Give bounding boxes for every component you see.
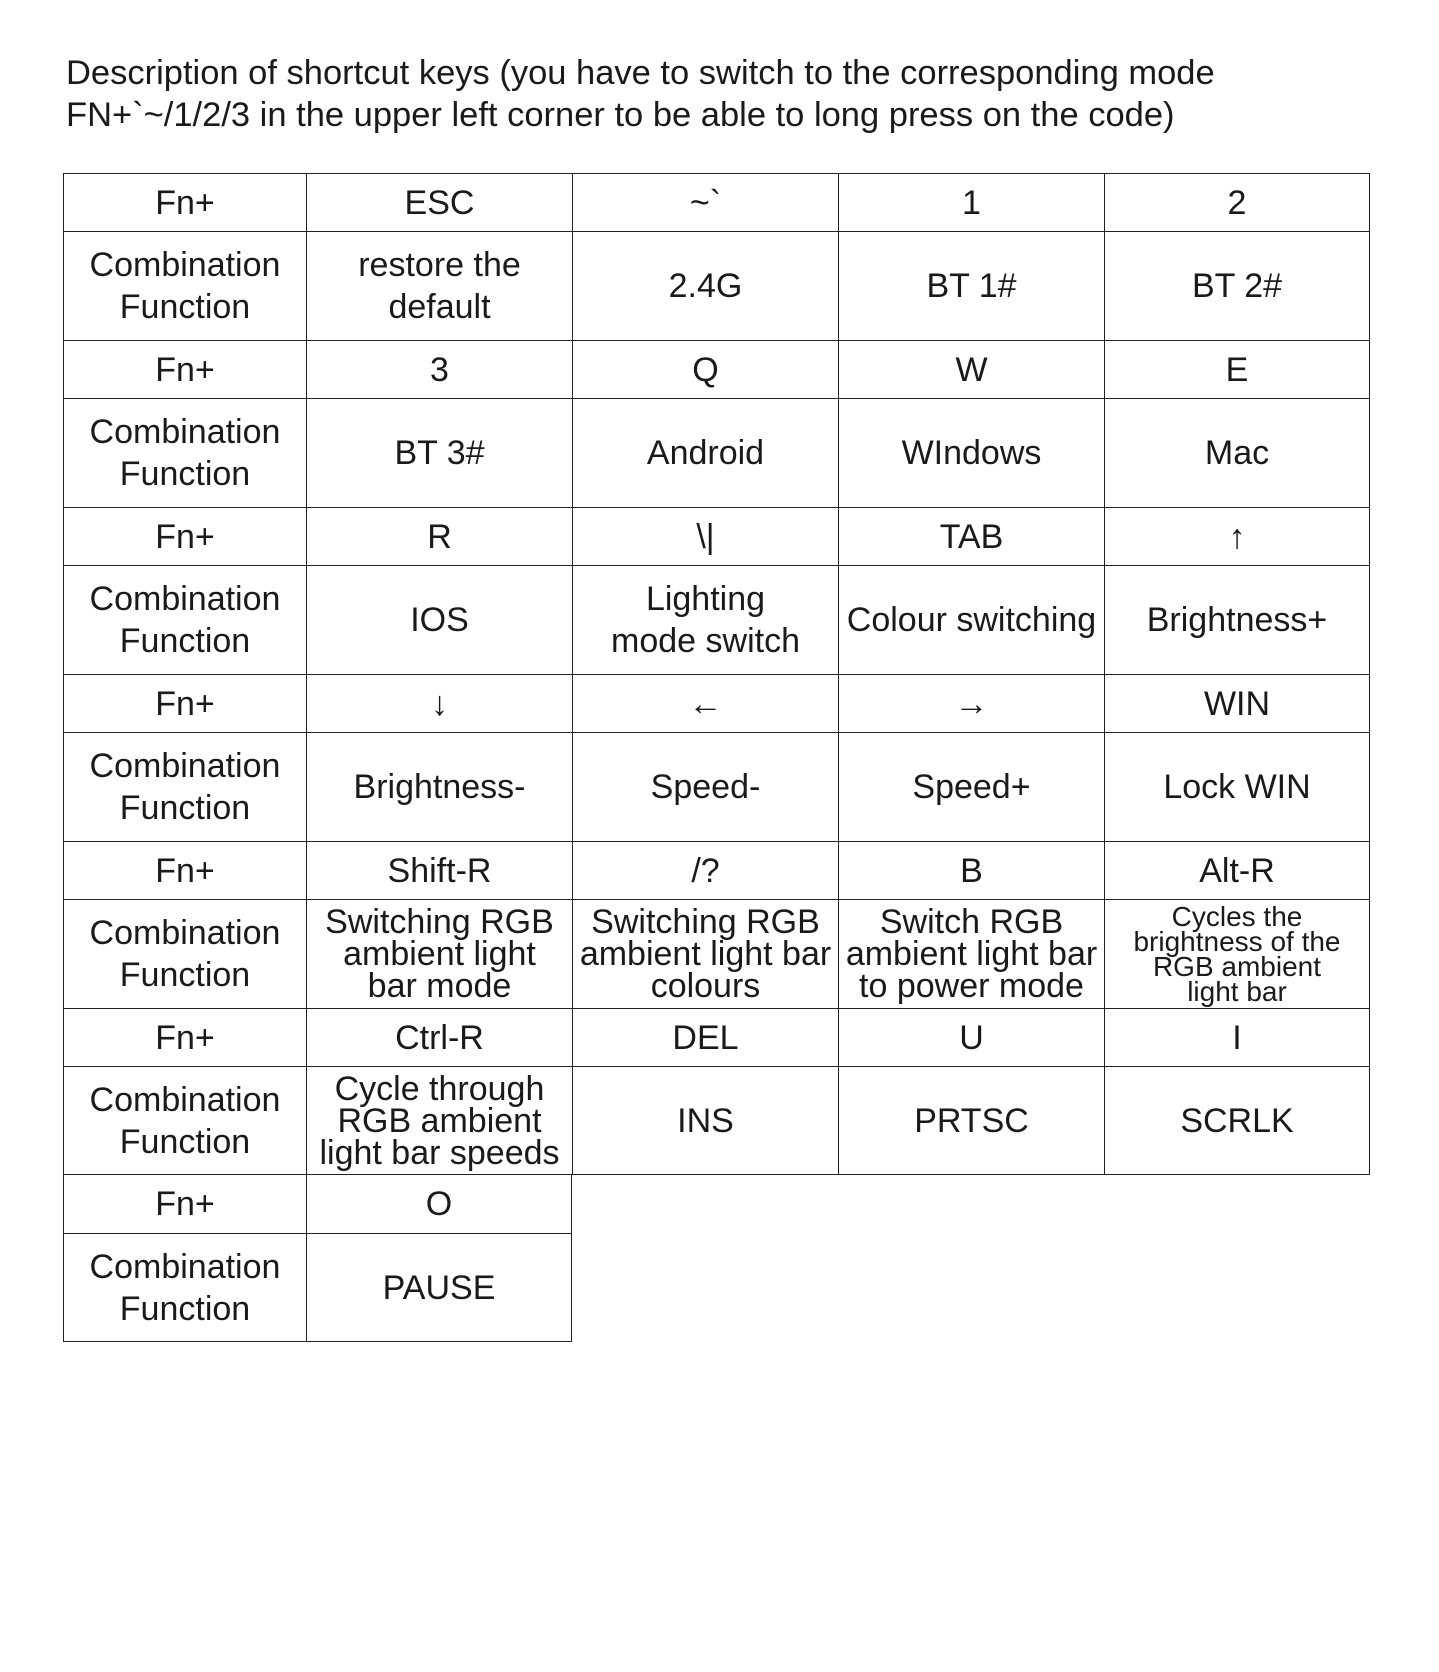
table-row: [63, 231, 1370, 340]
table-cell: Alt-R: [1104, 841, 1370, 899]
table-cell: →: [838, 674, 1104, 732]
table-cell: PRTSC: [838, 1066, 1104, 1175]
table-cell: Fn+: [63, 340, 306, 398]
table-cell: Speed+: [838, 732, 1104, 841]
table-cell: ←: [572, 674, 838, 732]
table-cell: BT 3#: [306, 398, 572, 507]
table-cell: Lighting mode switch: [572, 565, 838, 674]
table-cell: Switching RGB ambient light bar colours: [572, 899, 838, 1008]
table-cell: Lock WIN: [1104, 732, 1370, 841]
table-row: [63, 674, 1370, 732]
table-cell: 2: [1104, 173, 1370, 231]
table-cell: 2.4G: [572, 231, 838, 340]
table-row: [63, 1175, 1370, 1233]
table-row: [63, 340, 1370, 398]
table-row: [63, 899, 1370, 1008]
table-cell: Cycles the brightness of the RGB ambient light bar: [1104, 899, 1370, 1008]
table-row: [63, 732, 1370, 841]
table-row: [63, 1233, 1370, 1342]
table-cell: Combination Function: [63, 1066, 306, 1175]
table-row: [63, 565, 1370, 674]
table-cell: Combination Function: [63, 398, 306, 507]
table-cell: Combination Function: [63, 1233, 306, 1342]
table-cell: Cycle through RGB ambient light bar speeds: [306, 1066, 572, 1175]
table-cell: Fn+: [63, 173, 306, 231]
table-cell: SCRLK: [1104, 1066, 1370, 1175]
table-cell: /?: [572, 841, 838, 899]
table-cell: Q: [572, 340, 838, 398]
table-cell: Speed-: [572, 732, 838, 841]
table-cell: Fn+: [63, 1175, 306, 1233]
table-cell: ~`: [572, 173, 838, 231]
table-row: [63, 507, 1370, 565]
table-cell: I: [1104, 1008, 1370, 1066]
intro-text: [66, 52, 1386, 136]
table-cell: Brightness+: [1104, 565, 1370, 674]
table-cell: restore the default: [306, 231, 572, 340]
table-cell: BT 1#: [838, 231, 1104, 340]
table-cell: Shift-R: [306, 841, 572, 899]
table-cell: E: [1104, 340, 1370, 398]
table-cell: \|: [572, 507, 838, 565]
table-cell: Mac: [1104, 398, 1370, 507]
table-cell: TAB: [838, 507, 1104, 565]
table-row: [63, 398, 1370, 507]
table-row: [63, 841, 1370, 899]
table-cell: Fn+: [63, 507, 306, 565]
table-cell: Fn+: [63, 674, 306, 732]
table-cell: Android: [572, 398, 838, 507]
table-cell: Combination Function: [63, 899, 306, 1008]
table-cell: INS: [572, 1066, 838, 1175]
table-cell: Fn+: [63, 1008, 306, 1066]
table-cell: DEL: [572, 1008, 838, 1066]
table-cell: Brightness-: [306, 732, 572, 841]
table-cell: WIN: [1104, 674, 1370, 732]
table-cell: O: [306, 1175, 572, 1233]
table-cell: ESC: [306, 173, 572, 231]
table-cell: Combination Function: [63, 565, 306, 674]
intro-line-1: Description of shortcut keys (you have to switch to the corresponding mode: [66, 54, 1215, 92]
table-row: [63, 1066, 1370, 1175]
table-cell: R: [306, 507, 572, 565]
table-cell: Colour switching: [838, 565, 1104, 674]
table-cell: Ctrl-R: [306, 1008, 572, 1066]
table-cell: ↑: [1104, 507, 1370, 565]
table-cell: Combination Function: [63, 231, 306, 340]
table-cell: Combination Function: [63, 732, 306, 841]
table-cell: Switch RGB ambient light bar to power mode: [838, 899, 1104, 1008]
shortcut-table: [63, 173, 1370, 1342]
table-cell: PAUSE: [306, 1233, 572, 1342]
table-cell: IOS: [306, 565, 572, 674]
table-row: [63, 173, 1370, 231]
table-cell: BT 2#: [1104, 231, 1370, 340]
intro-line-2: FN+`~/1/2/3 in the upper left corner to be able to long press on the code): [66, 96, 1175, 134]
table-cell: 1: [838, 173, 1104, 231]
table-cell: U: [838, 1008, 1104, 1066]
table-cell: Fn+: [63, 841, 306, 899]
table-cell: WIndows: [838, 398, 1104, 507]
table-cell: Switching RGB ambient light bar mode: [306, 899, 572, 1008]
table-cell: ↓: [306, 674, 572, 732]
table-cell: B: [838, 841, 1104, 899]
table-row: [63, 1008, 1370, 1066]
table-cell: 3: [306, 340, 572, 398]
table-cell: W: [838, 340, 1104, 398]
